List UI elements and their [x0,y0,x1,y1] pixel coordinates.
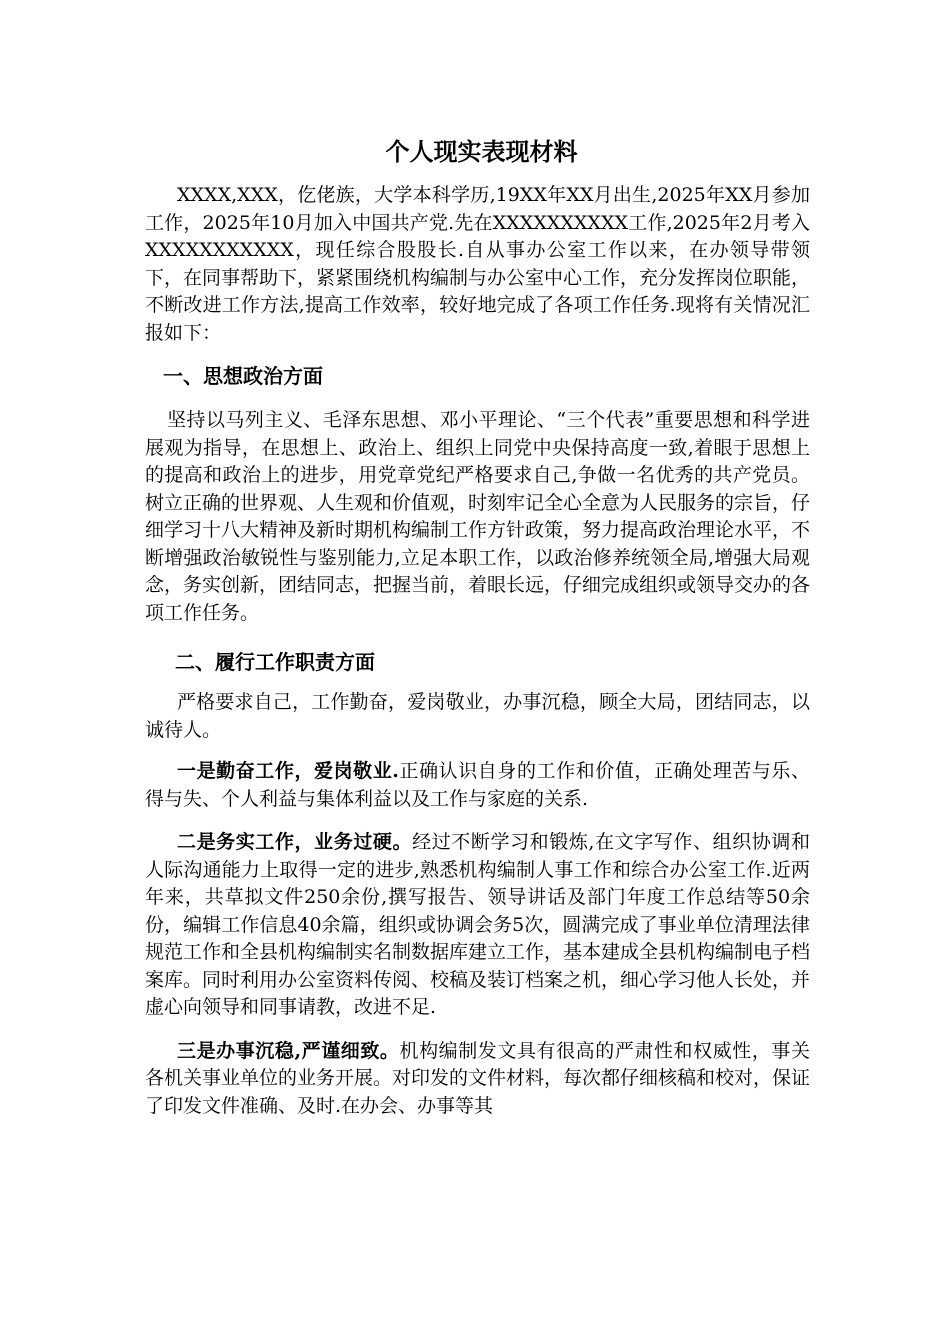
point1-paragraph [145,758,810,813]
document-title: 个人现实表现材料 [385,137,578,166]
political-paragraph: 坚持以马列主义、毛泽东思想、邓小平理论、“三个代表”重要思想和科学进展观为指导，在思想上、政治上、组织上同党中央保持高度一致,着眼于思想上的提高和政治上的进步，用党章党纪严格要求自己,争做一名优秀的共产党员。树立正确的世界观、人生观和价值观，时刻牢记全心全意为人民服务的宗旨，仔细学习十八大精神及新时期机构编制工作方针政策，努力提高政治理论水平，不断增强政治敏锐性与鉴别能力,立足本职工作，以政治修养统领全局,增强大局观念，务实创新，团结同志，把握当前，着眼长远，仔细完成组织或领导交办的各项工作任务。 [145,409,811,624]
point2-body: 经过不断学习和锻炼,在文字写作、组织协调和人际沟通能力上取得一定的进步,熟悉机构编制人事工作和综合办公室工作.近两年来，共草拟文件250余份,撰写报告、领导讲话及部门年度工作总结等50余份，编辑工作信息40余篇，组织或协调会务5次，圆满完成了事业单位清理法律规范工作和全县机构编制实名制数据库建立工作，基本建成全县机构编制电子档案库。同时利用办公室资料传阅、校稿及装订档案之机，细心学习他人长处，并虚心向领导和同事请教，改进不足. [145,831,811,1018]
duties-intro-paragraph: 严格要求自己，工作勤奋，爱岗敬业，办事沉稳，顾全大局，团结同志，以诚待人。 [145,691,810,741]
point3-lead: 三是办事沉稳,严谨细致。 [177,1039,400,1062]
point2-lead: 二是务实工作，业务过硬。 [177,831,413,853]
point2-paragraph [145,829,810,1022]
intro-paragraph: XXXX,XXX，仡佬族，大学本科学历,19XX年XX月出生,2025年XX月参加工作，2025年10月加入中国共产党.先在XXXXXXXXXX工作,2025年2月考入XXXXXXXXXXX，现任综合股股长.自从事办公室工作以来，在办领导带领下，在同事帮助下，紧紧围绕机构编制与办公室中心工作，充分发挥岗位职能，不断改进工作方法,提高工作效率，较好地完成了各项工作任务.现将有关情况汇报如下： [145,184,811,344]
section-heading-political: 一、思想政治方面 [163,364,323,388]
section-heading-duties: 二、履行工作职责方面 [175,650,375,674]
point1-body: 正确认识自身的工作和价值，正确处理苦与乐、得与失、个人利益与集体利益以及工作与家庭的关系. [145,760,810,810]
point3-body: 机构编制发文具有很高的严肃性和权威性，事关各机关事业单位的业务开展。对印发的文件材料，每次都仔细核稿和校对，保证了印发文件准确、及时.在办会、办事等其 [145,1039,811,1117]
point3-paragraph [145,1038,810,1121]
point1-lead: 一是勤奋工作，爱岗敬业. [177,760,399,782]
